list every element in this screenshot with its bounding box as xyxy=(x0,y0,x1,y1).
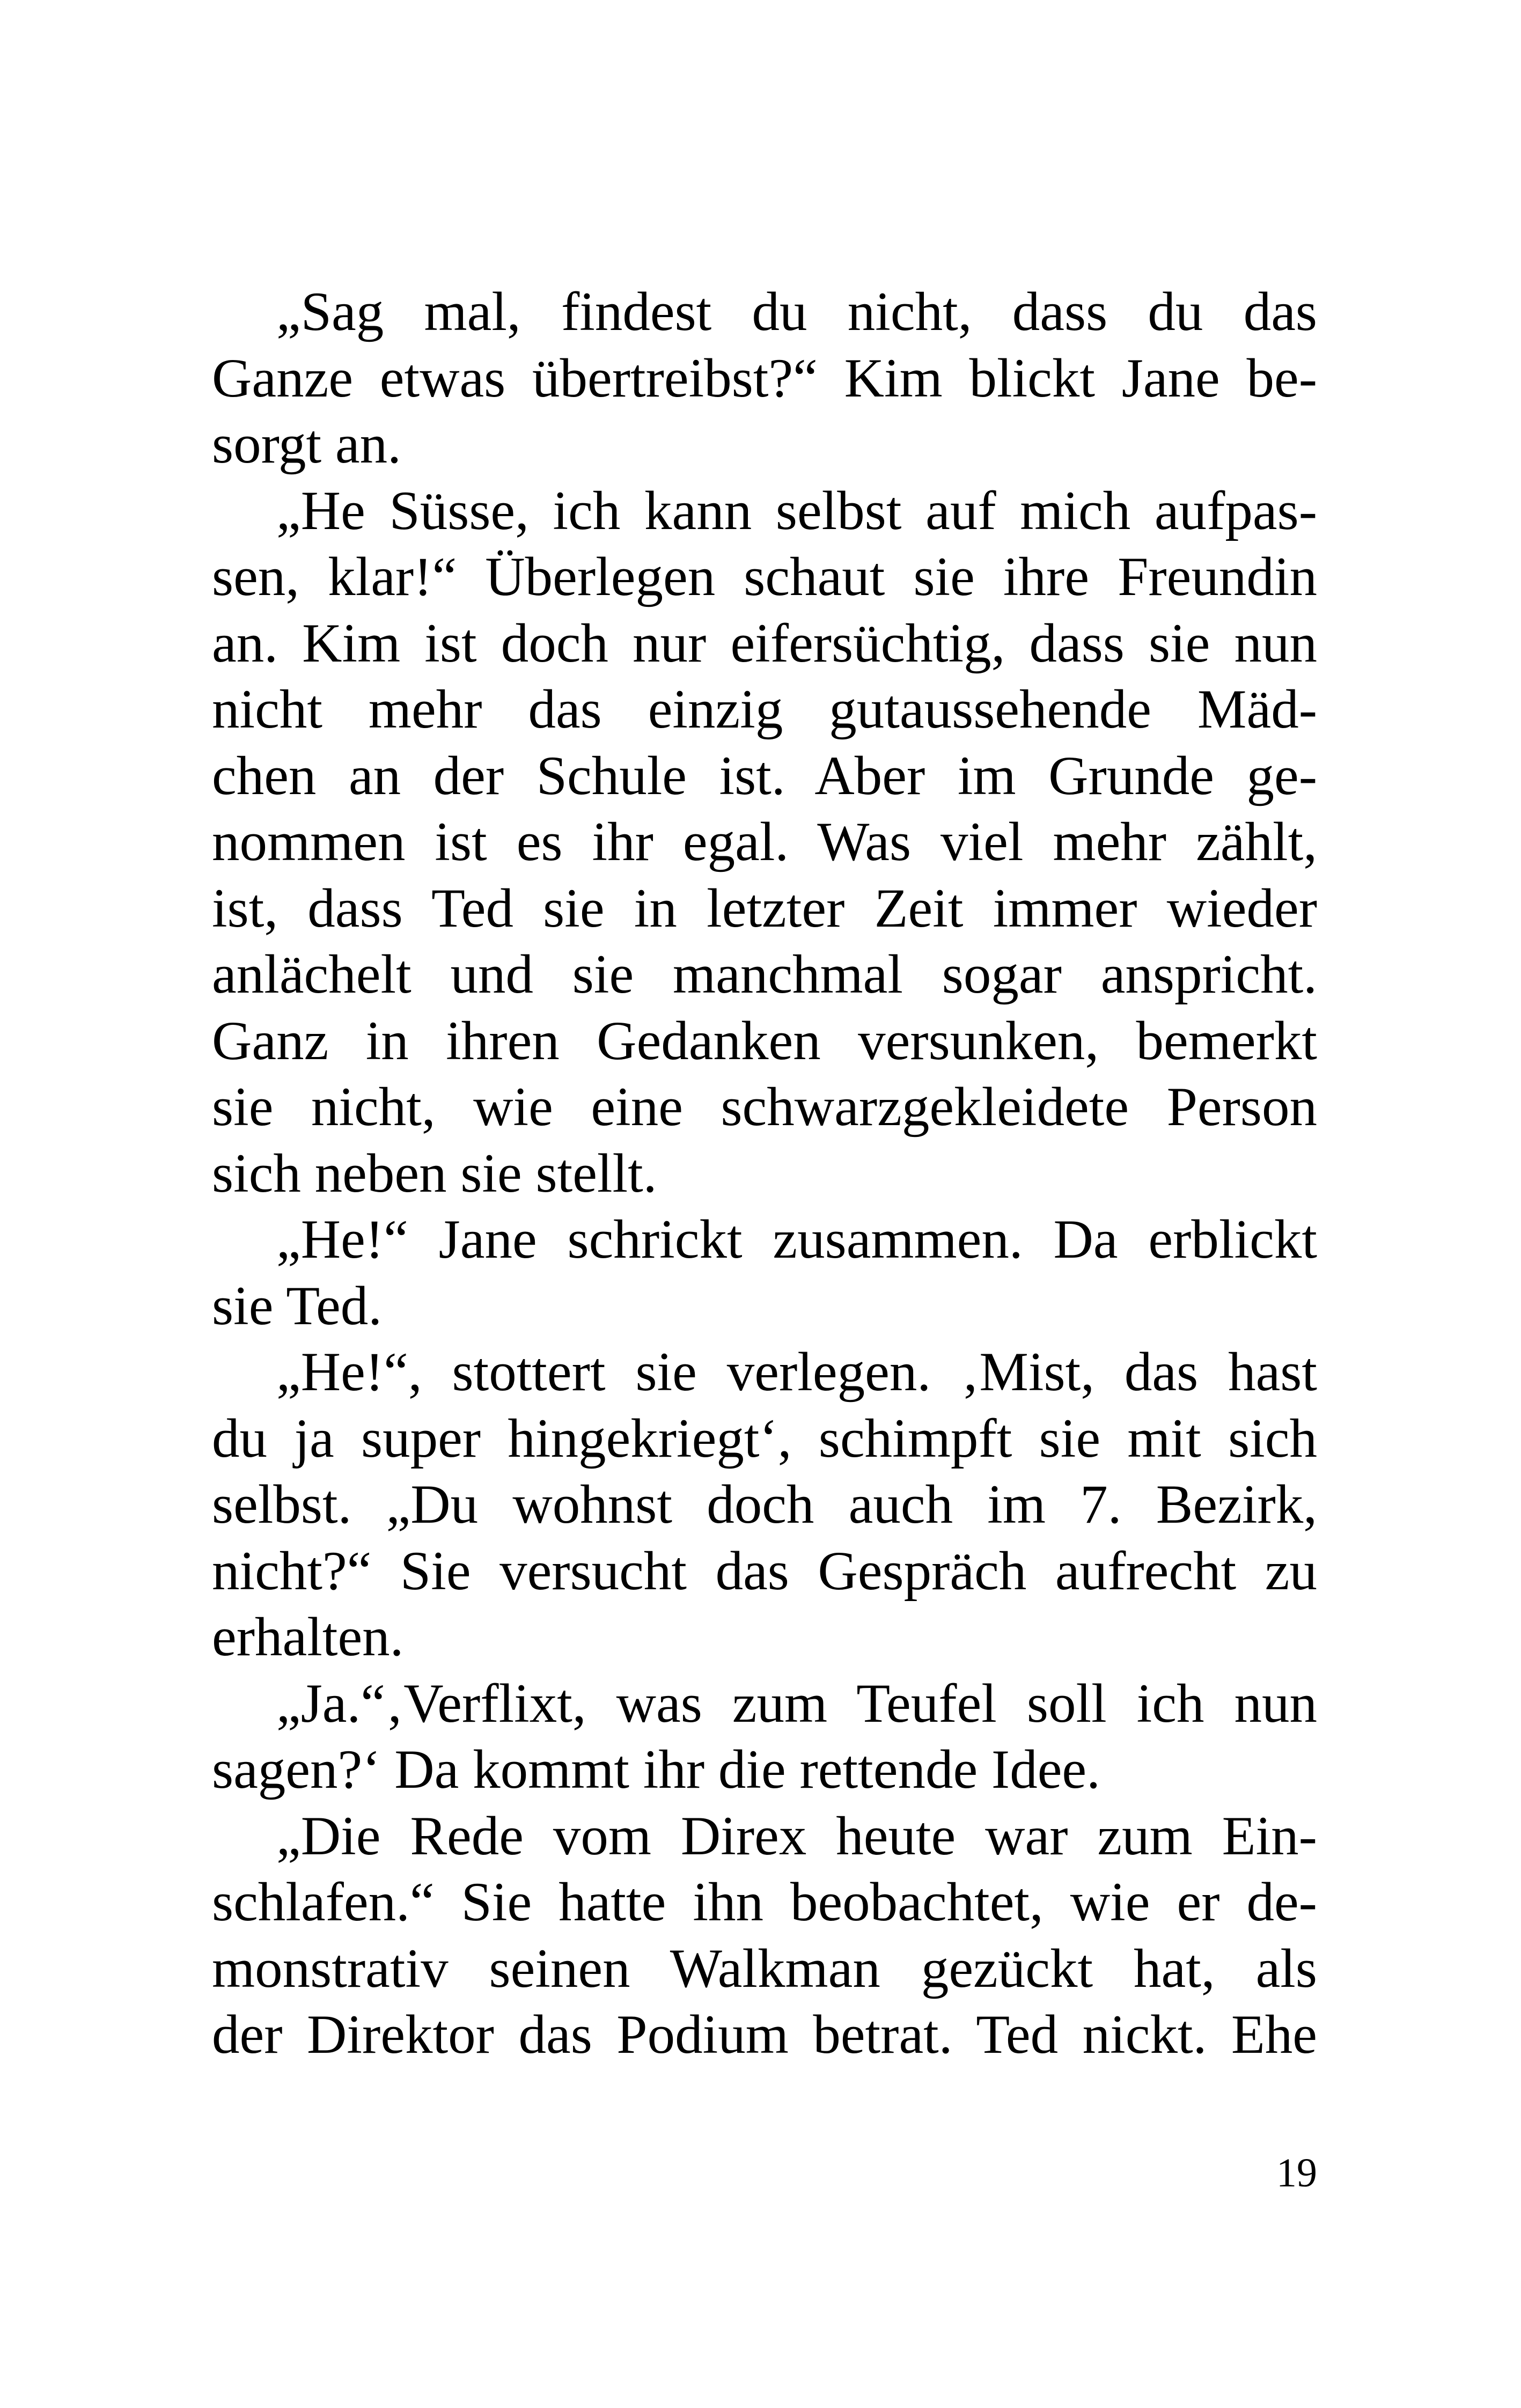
text-line: nicht?“ Sie versucht das Gespräch aufrecht zu xyxy=(212,1540,1317,1602)
text-line: der Direktor das Podium betrat. Ted nickt. Ehe xyxy=(212,2004,1317,2065)
text-line: sie Ted. xyxy=(212,1275,382,1337)
text-line: Ganz in ihren Gedanken versunken, bemerkt xyxy=(212,1010,1317,1071)
text-line: sie nicht, wie eine schwarzgekleidete Person xyxy=(212,1076,1317,1137)
text-line: Ganze etwas übertreibst?“ Kim blickt Jane be- xyxy=(212,347,1317,409)
text-line: „Die Rede vom Direx heute war zum Ein- xyxy=(276,1805,1317,1867)
text-line: erhalten. xyxy=(212,1606,404,1668)
text-line: nicht mehr das einzig gutaussehende Mäd- xyxy=(212,679,1317,740)
text-line: sen, klar!“ Überlegen schaut sie ihre Freundin xyxy=(212,546,1317,607)
text-line: sich neben sie stellt. xyxy=(212,1142,657,1204)
text-line: „Sag mal, findest du nicht, dass du das xyxy=(276,281,1317,342)
text-line: selbst. „Du wohnst doch auch im 7. Bezirk, xyxy=(212,1474,1317,1535)
text-line: chen an der Schule ist. Aber im Grunde ge- xyxy=(212,745,1317,806)
text-line: monstrativ seinen Walkman gezückt hat, als xyxy=(212,1937,1317,1999)
text-line: anlächelt und sie manchmal sogar anspricht. xyxy=(212,944,1317,1005)
text-line: „Ja.“‚Verflixt, was zum Teufel soll ich nun xyxy=(276,1672,1317,1734)
text-line: „He!“ Jane schrickt zusammen. Da erblickt xyxy=(276,1209,1317,1270)
text-line: schlafen.“ Sie hatte ihn beobachtet, wie er de- xyxy=(212,1871,1317,1933)
text-line: du ja super hingekriegt‘, schimpft sie mit sich xyxy=(212,1407,1317,1469)
text-line: sorgt an. xyxy=(212,414,401,475)
page-number: 19 xyxy=(1276,2150,1317,2196)
text-line: „He!“, stottert sie verlegen. ‚Mist, das hast xyxy=(276,1341,1317,1403)
text-line: sagen?‘ Da kommt ihr die rettende Idee. xyxy=(212,1739,1100,1800)
text-line: „He Süsse, ich kann selbst auf mich aufpas- xyxy=(276,480,1317,541)
text-line: nommen ist es ihr egal. Was viel mehr zählt, xyxy=(212,811,1317,872)
body-text xyxy=(212,279,1317,2068)
text-line: ist, dass Ted sie in letzter Zeit immer wieder xyxy=(212,877,1317,939)
text-line: an. Kim ist doch nur eifersüchtig, dass sie nun xyxy=(212,612,1317,674)
